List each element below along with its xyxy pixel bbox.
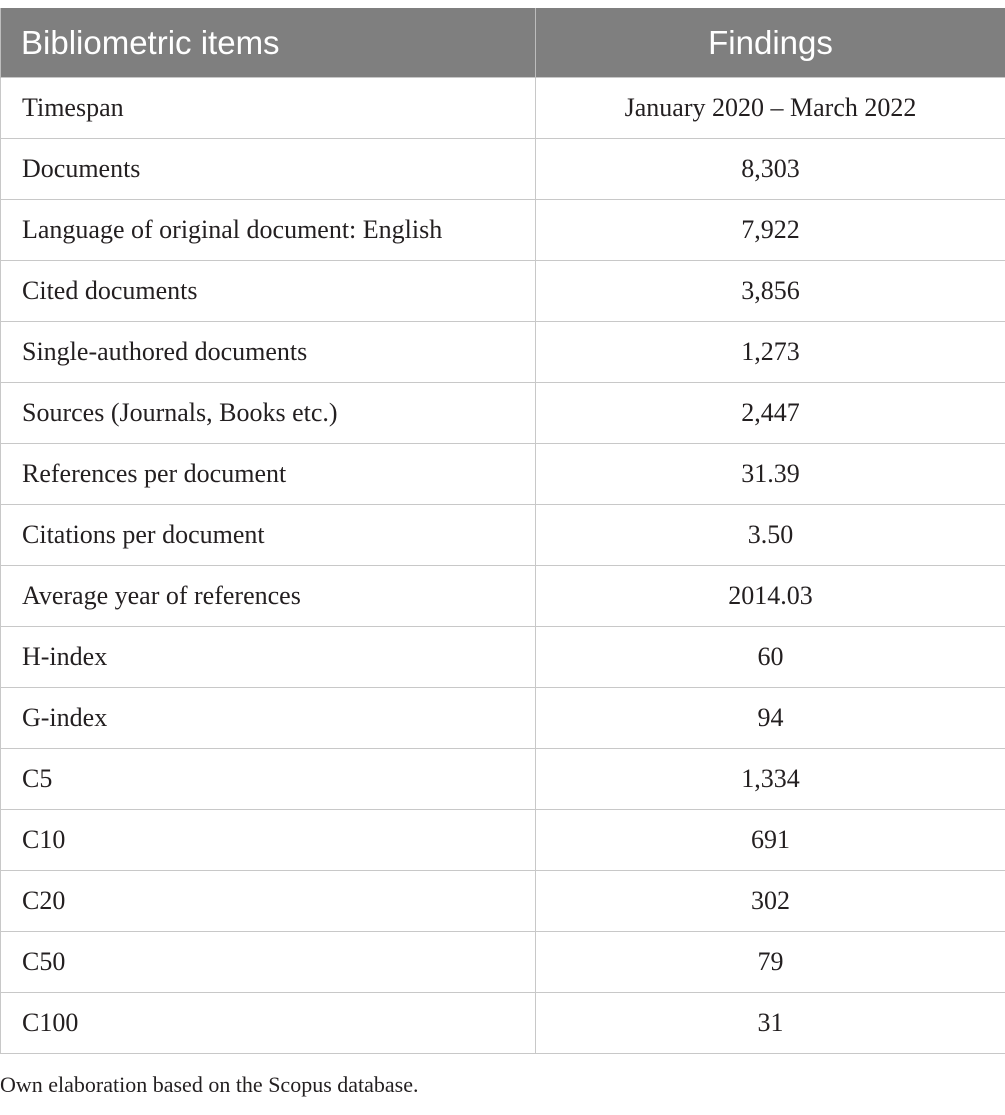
row-item: C20 bbox=[1, 871, 536, 932]
row-finding: 31.39 bbox=[536, 444, 1005, 505]
table-row bbox=[1, 993, 1005, 1054]
table-row bbox=[1, 505, 1005, 566]
row-item: References per document bbox=[1, 444, 536, 505]
row-finding: 31 bbox=[536, 993, 1005, 1054]
table-row bbox=[1, 261, 1005, 322]
row-item: Single-authored documents bbox=[1, 322, 536, 383]
row-finding: 60 bbox=[536, 627, 1005, 688]
header-findings: Findings bbox=[536, 8, 1005, 78]
bibliometric-table bbox=[0, 8, 1005, 1054]
row-finding: 8,303 bbox=[536, 139, 1005, 200]
row-item: C100 bbox=[1, 993, 536, 1054]
row-finding: 2014.03 bbox=[536, 566, 1005, 627]
row-finding: January 2020 – March 2022 bbox=[536, 78, 1005, 139]
table-row bbox=[1, 871, 1005, 932]
header-bibliometric-items: Bibliometric items bbox=[1, 8, 536, 78]
table-row bbox=[1, 932, 1005, 993]
row-finding: 1,334 bbox=[536, 749, 1005, 810]
row-finding: 3.50 bbox=[536, 505, 1005, 566]
row-finding: 1,273 bbox=[536, 322, 1005, 383]
row-finding: 3,856 bbox=[536, 261, 1005, 322]
table-row bbox=[1, 627, 1005, 688]
row-item: Timespan bbox=[1, 78, 536, 139]
row-item: Cited documents bbox=[1, 261, 536, 322]
table-row bbox=[1, 139, 1005, 200]
row-finding: 79 bbox=[536, 932, 1005, 993]
table-row bbox=[1, 749, 1005, 810]
row-item: G-index bbox=[1, 688, 536, 749]
row-item: Average year of references bbox=[1, 566, 536, 627]
row-item: C10 bbox=[1, 810, 536, 871]
row-item: C50 bbox=[1, 932, 536, 993]
row-item: Citations per document bbox=[1, 505, 536, 566]
row-finding: 691 bbox=[536, 810, 1005, 871]
row-item: Sources (Journals, Books etc.) bbox=[1, 383, 536, 444]
table-row bbox=[1, 810, 1005, 871]
row-finding: 94 bbox=[536, 688, 1005, 749]
row-item: H-index bbox=[1, 627, 536, 688]
table-footnote: Own elaboration based on the Scopus database. bbox=[0, 1072, 419, 1097]
table-header-row bbox=[1, 8, 1005, 78]
table-row bbox=[1, 78, 1005, 139]
row-finding: 2,447 bbox=[536, 383, 1005, 444]
table-row bbox=[1, 383, 1005, 444]
row-finding: 302 bbox=[536, 871, 1005, 932]
row-finding: 7,922 bbox=[536, 200, 1005, 261]
row-item: C5 bbox=[1, 749, 536, 810]
row-item: Documents bbox=[1, 139, 536, 200]
row-item: Language of original document: English bbox=[1, 200, 536, 261]
table-row bbox=[1, 566, 1005, 627]
table-row bbox=[1, 200, 1005, 261]
table-row bbox=[1, 688, 1005, 749]
table-row bbox=[1, 322, 1005, 383]
table-row bbox=[1, 444, 1005, 505]
